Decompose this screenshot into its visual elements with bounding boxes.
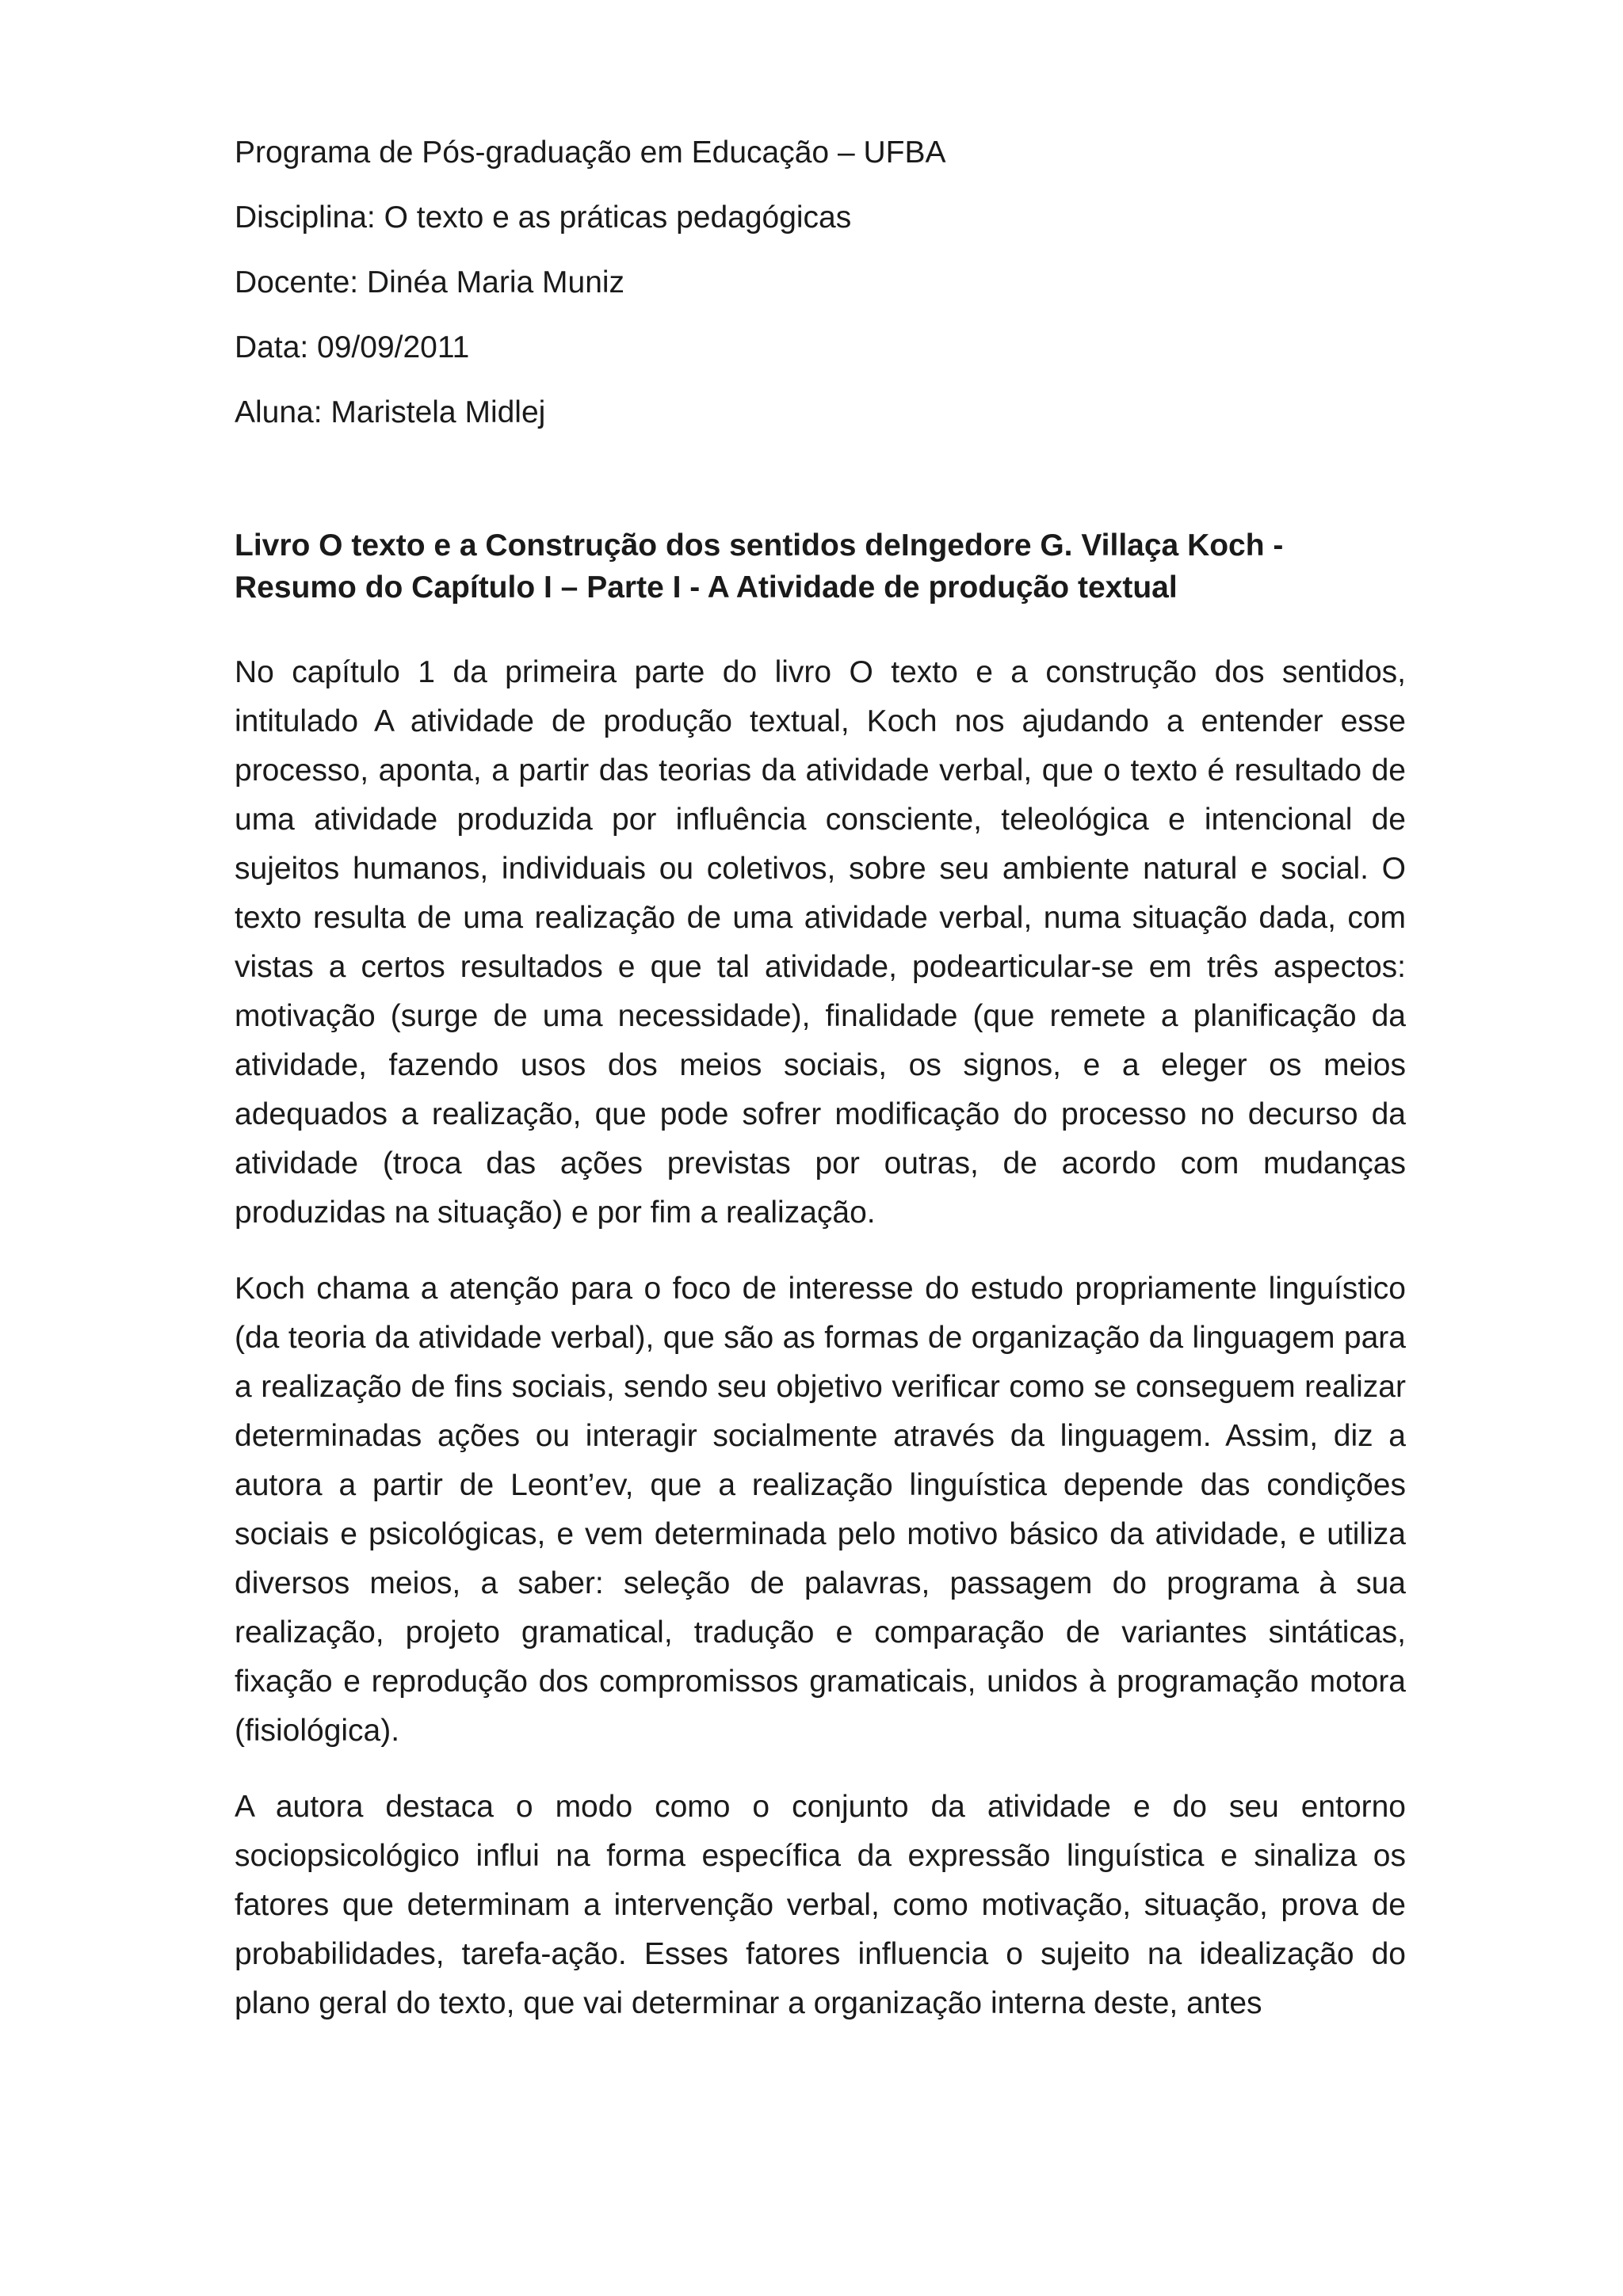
paragraph-3: A autora destaca o modo como o conjunto da atividade e do seu entorno sociopsicológico influi na forma específica da expressão linguística e sinaliza os fatores que determinam a intervenção verbal, como motivação, situação, prova de probabilidades, tarefa-ação. Esses fatores influencia o sujeito na idealização do plano geral do texto, que vai determinar a organização interna deste, antes [235,1790,1406,2020]
student-line: Aluna: Maristela Midlej [235,395,546,429]
title-line-2: Resumo do Capítulo I – Parte I - A Atividade de produção textual [235,570,1178,605]
date-line: Data: 09/09/2011 [235,330,470,364]
paragraph-1: No capítulo 1 da primeira parte do livro O texto e a construção dos sentidos, intitulado A atividade de produção textual, Koch nos ajudando a entender esse processo, aponta, a partir das teorias da atividade verbal, que o texto é resultado de uma atividade produzida por influência consciente, teleológica e intencional de sujeitos humanos, individuais ou coletivos, sobre seu ambiente natural e social. O texto resulta de uma realização de uma atividade verbal, numa situação dada, com vistas a certos resultados e que tal atividade, podearticular-se em três aspectos: motivação (surge de uma necessidade), finalidade (que remete a planificação da atividade, fazendo usos dos meios sociais, os signos, e a eleger os meios adequados a realização, que pode sofrer modificação do processo no decurso da atividade (troca das ações previstas por outras, de acordo com mudanças produzidas na situação) e por fim a realização. [235,655,1406,1230]
discipline-line: Disciplina: O texto e as práticas pedagógicas [235,200,852,235]
document-title [235,524,1406,608]
paragraph-2: Koch chama a atenção para o foco de interesse do estudo propriamente linguístico (da teoria da atividade verbal), que são as formas de organização da linguagem para a realização de fins sociais, sendo seu objetivo verificar como se conseguem realizar determinadas ações ou interagir socialmente através da linguagem. Assim, diz a autora a partir de Leont’ev, que a realização linguística depende das condições sociais e psicológicas, e vem determinada pelo motivo básico da atividade, e utiliza diversos meios, a saber: seleção de palavras, passagem do programa à sua realização, projeto gramatical, tradução e comparação de variantes sintáticas, fixação e reprodução dos compromissos gramaticais, unidos à programação motora (fisiológica). [235,1272,1406,1748]
program-line: Programa de Pós-graduação em Educação – UFBA [235,135,946,170]
title-line-1: Livro O texto e a Construção dos sentidos deIngedore G. Villaça Koch - [235,528,1284,563]
document-page [235,133,1406,2028]
teacher-line: Docente: Dinéa Maria Muniz [235,265,625,299]
